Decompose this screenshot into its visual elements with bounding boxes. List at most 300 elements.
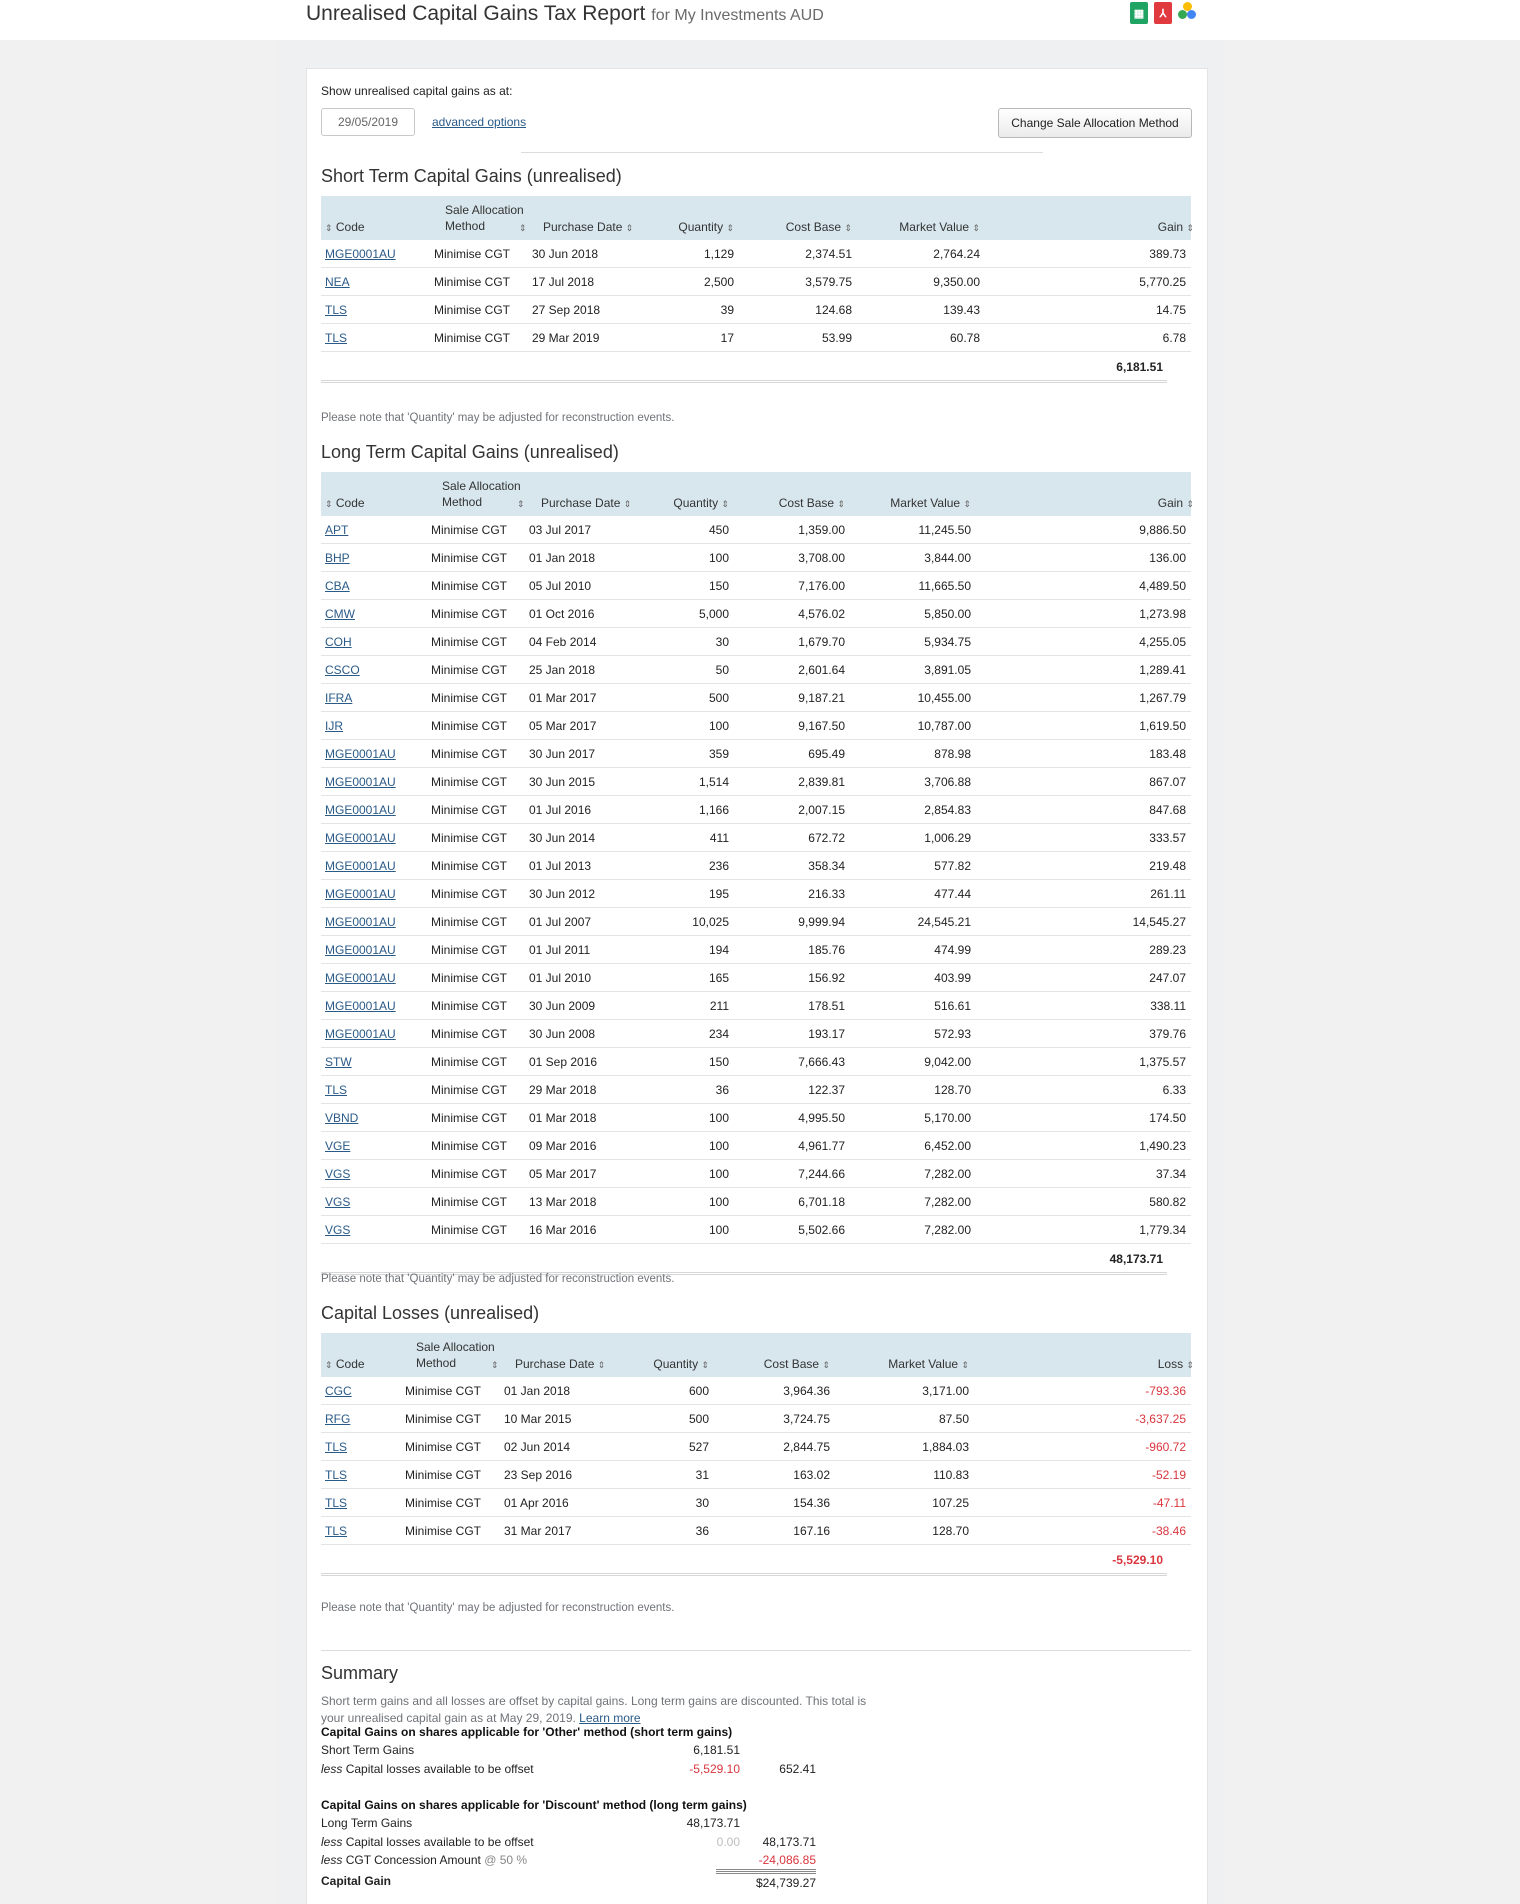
security-code-link[interactable]: VGS — [325, 1223, 351, 1237]
quantity: 30 — [695, 1496, 709, 1510]
quantity: 39 — [720, 303, 734, 317]
quantity: 150 — [708, 579, 729, 593]
sale-allocation-method: Minimise CGT — [431, 1027, 508, 1041]
quantity: 100 — [708, 719, 729, 733]
purchase-date: 01 Jul 2011 — [529, 943, 591, 957]
security-code-link[interactable]: TLS — [325, 1440, 348, 1454]
sort-code[interactable]: ⇕ Code — [325, 1357, 365, 1371]
table-row — [321, 1104, 1191, 1132]
sort-icon: ⇕ — [325, 223, 333, 233]
table-row — [321, 768, 1191, 796]
loss: -52.19 — [1151, 1468, 1186, 1482]
sort-code[interactable]: ⇕ Code — [325, 220, 365, 234]
sale-allocation-method: Minimise CGT — [434, 247, 511, 261]
table-row — [321, 1020, 1191, 1048]
security-code-link[interactable]: TLS — [325, 1468, 348, 1482]
gain: 289.23 — [1149, 943, 1186, 957]
gain: 219.48 — [1149, 859, 1186, 873]
long-term-title: Long Term Capital Gains (unrealised) — [321, 442, 619, 462]
gain: 183.48 — [1149, 747, 1186, 761]
quantity: 5,000 — [698, 607, 729, 621]
purchase-date: 09 Mar 2016 — [529, 1139, 597, 1153]
sale-allocation-method: Minimise CGT — [434, 331, 511, 345]
purchase-date: 30 Jun 2014 — [529, 831, 596, 845]
table-row — [321, 240, 1191, 268]
security-code-link[interactable]: VGS — [325, 1195, 351, 1209]
gain: 580.82 — [1149, 1195, 1186, 1209]
market-value: 3,706.88 — [924, 775, 971, 789]
market-value: 60.78 — [949, 331, 980, 345]
quantity: 194 — [708, 943, 729, 957]
security-code-link[interactable]: VGE — [325, 1139, 351, 1153]
sort-code[interactable]: ⇕ Code — [325, 496, 365, 510]
table-row — [321, 992, 1191, 1020]
sort-purchase-date[interactable]: Purchase Date ⇕ — [515, 1357, 606, 1371]
security-code-link[interactable]: BHP — [325, 551, 350, 565]
sort-icon: ⇕ — [972, 223, 980, 233]
cost-base: 216.33 — [808, 887, 845, 901]
security-code-link[interactable]: CMW — [325, 607, 355, 621]
quantity: 36 — [695, 1524, 709, 1538]
sale-allocation-method: Minimise CGT — [431, 859, 508, 873]
market-value: 3,844.00 — [924, 551, 971, 565]
sort-loss[interactable]: Loss ⇕ — [1157, 1357, 1194, 1371]
table-header — [321, 1333, 1194, 1377]
quantity: 36 — [715, 1083, 729, 1097]
sort-icon: ⇕ — [1186, 499, 1194, 509]
gain: 9,886.50 — [1139, 523, 1186, 537]
table-row — [321, 740, 1191, 768]
purchase-date: 01 Jul 2010 — [529, 971, 592, 985]
sale-allocation-method: Minimise CGT — [431, 607, 508, 621]
purchase-date: 05 Mar 2017 — [529, 719, 597, 733]
sort-quantity[interactable]: Quantity ⇕ — [673, 496, 729, 510]
market-value: 516.61 — [934, 999, 971, 1013]
cost-base: 1,679.70 — [798, 635, 845, 649]
sale-allocation-method: Minimise CGT — [405, 1440, 482, 1454]
security-code-link[interactable]: MGE0001AU — [325, 247, 396, 261]
sort-icon: ⇕ — [721, 499, 729, 509]
sale-allocation-method: Minimise CGT — [405, 1496, 482, 1510]
market-value: 7,282.00 — [924, 1167, 971, 1181]
purchase-date: 27 Sep 2018 — [532, 303, 601, 317]
gain: 1,375.57 — [1139, 1055, 1186, 1069]
divider — [321, 1650, 1191, 1651]
sort-cost-base[interactable]: Cost Base ⇕ — [785, 220, 852, 234]
page-title: Unrealised Capital Gains Tax Report for My Investments AUD — [306, 2, 824, 25]
sale-allocation-method: Minimise CGT — [431, 887, 508, 901]
table-row — [321, 1517, 1191, 1545]
purchase-date: 01 Apr 2016 — [504, 1496, 569, 1510]
cost-base: 53.99 — [821, 331, 852, 345]
sale-allocation-method: Minimise CGT — [431, 719, 508, 733]
as-at-date-input[interactable] — [321, 108, 415, 136]
concession-label: less CGT Concession Amount @ 50 % — [321, 1853, 528, 1867]
sale-allocation-method: Minimise CGT — [431, 971, 508, 985]
quantity: 236 — [708, 859, 729, 873]
market-value: 477.44 — [934, 887, 971, 901]
security-code-link[interactable]: TLS — [325, 1524, 348, 1538]
market-value: 3,891.05 — [924, 663, 971, 677]
table-row — [321, 268, 1191, 296]
sale-allocation-method: Minimise CGT — [431, 831, 508, 845]
sale-allocation-method: Minimise CGT — [431, 579, 508, 593]
cost-base: 3,579.75 — [805, 275, 852, 289]
quantity: 500 — [688, 1412, 709, 1426]
sort-icon: ⇕ — [963, 499, 971, 509]
quantity: 211 — [709, 999, 729, 1013]
cost-base: 672.72 — [808, 831, 845, 845]
table-row — [321, 964, 1191, 992]
gain: 174.50 — [1149, 1111, 1186, 1125]
security-code-link[interactable]: IFRA — [325, 691, 353, 705]
purchase-date: 30 Jun 2015 — [529, 775, 596, 789]
sale-allocation-method: Minimise CGT — [431, 551, 508, 565]
sort-icon[interactable]: ⇕ — [519, 223, 527, 233]
security-code-link[interactable]: MGE0001AU — [325, 775, 396, 789]
sort-sale-allocation-method[interactable]: Sale Allocation Method — [445, 203, 524, 233]
quantity: 150 — [708, 1055, 729, 1069]
export-icons — [1130, 2, 1196, 24]
sort-cost-base[interactable]: Cost Base ⇕ — [778, 496, 845, 510]
as-at-label: Show unrealised capital gains as at: — [321, 84, 513, 98]
purchase-date: 13 Mar 2018 — [529, 1195, 597, 1209]
purchase-date: 05 Mar 2017 — [529, 1167, 597, 1181]
quantity-note: Please note that 'Quantity' may be adjusted for reconstruction events. — [321, 1273, 675, 1285]
short-losses-offset-value: -5,529.10 — [689, 1762, 740, 1776]
total-row — [321, 1244, 1167, 1275]
sort-sale-allocation-method[interactable]: Sale Allocation Method — [416, 1340, 495, 1370]
sale-allocation-method: Minimise CGT — [431, 775, 508, 789]
table-row — [321, 1433, 1191, 1461]
market-value: 7,282.00 — [924, 1195, 971, 1209]
security-code-link[interactable]: COH — [325, 635, 352, 649]
capital-losses-table — [321, 1333, 1194, 1576]
quantity: 100 — [708, 551, 729, 565]
gain: 1,267.79 — [1139, 691, 1186, 705]
gain: 1,490.23 — [1139, 1139, 1186, 1153]
sale-allocation-method: Minimise CGT — [434, 303, 511, 317]
sort-market-value[interactable]: Market Value ⇕ — [888, 1357, 969, 1371]
quantity: 10,025 — [692, 915, 729, 929]
sale-allocation-method: Minimise CGT — [431, 915, 508, 929]
market-value: 3,171.00 — [922, 1384, 969, 1398]
market-value: 5,850.00 — [924, 607, 971, 621]
cost-base: 9,999.94 — [798, 915, 845, 929]
quantity: 17 — [720, 331, 734, 345]
summary-title: Summary — [321, 1663, 399, 1683]
sort-quantity[interactable]: Quantity ⇕ — [678, 220, 734, 234]
market-value: 110.83 — [933, 1468, 969, 1482]
market-value: 10,455.00 — [917, 691, 971, 705]
purchase-date: 01 Jan 2018 — [504, 1384, 571, 1398]
cost-base: 163.02 — [793, 1468, 830, 1482]
security-code-link[interactable]: CBA — [325, 579, 350, 593]
table-row — [321, 796, 1191, 824]
purchase-date: 31 Mar 2017 — [504, 1524, 572, 1538]
table-row — [321, 908, 1191, 936]
table-row — [321, 1076, 1191, 1104]
market-value: 572.93 — [934, 1027, 971, 1041]
total-row — [321, 1545, 1167, 1576]
page-subtitle: for My Investments AUD — [651, 7, 824, 24]
cost-base: 3,724.75 — [783, 1412, 830, 1426]
market-value: 403.99 — [934, 971, 971, 985]
market-value: 878.98 — [934, 747, 971, 761]
quantity: 31 — [695, 1468, 709, 1482]
short-net-value: 652.41 — [779, 1762, 816, 1776]
spreadsheet-icon[interactable]: ▦ — [1130, 2, 1148, 24]
quantity: 1,166 — [698, 803, 729, 817]
table-row — [321, 544, 1191, 572]
table-row — [321, 572, 1191, 600]
gain: 136.00 — [1149, 551, 1186, 565]
cost-base: 5,502.66 — [798, 1223, 845, 1237]
security-code-link[interactable]: TLS — [325, 303, 348, 317]
market-value: 87.50 — [938, 1412, 969, 1426]
security-code-link[interactable]: TLS — [325, 1083, 348, 1097]
sale-allocation-method: Minimise CGT — [431, 1139, 508, 1153]
quantity: 527 — [688, 1440, 709, 1454]
table-row — [321, 1377, 1191, 1405]
security-code-link[interactable]: RFG — [325, 1412, 351, 1426]
concession-value: -24,086.85 — [716, 1853, 816, 1870]
total-row — [321, 352, 1167, 383]
short-term-title: Short Term Capital Gains (unrealised) — [321, 166, 622, 186]
sale-allocation-method: Minimise CGT — [431, 1195, 508, 1209]
market-value: 2,764.24 — [933, 247, 980, 261]
summary-description: Short term gains and all losses are offset by capital gains. Long term gains are discounted. This total is your unrealised capital gain as at May 29, 2019. Learn more — [321, 1694, 867, 1725]
gain: 847.68 — [1149, 803, 1186, 817]
security-code-link[interactable]: MGE0001AU — [325, 803, 396, 817]
table-row — [321, 1188, 1191, 1216]
sort-icon: ⇕ — [822, 1360, 830, 1370]
purchase-date: 16 Mar 2016 — [529, 1223, 597, 1237]
security-code-link[interactable]: MGE0001AU — [325, 943, 396, 957]
security-code-link[interactable]: MGE0001AU — [325, 915, 396, 929]
quantity: 100 — [708, 1195, 729, 1209]
sale-allocation-method: Minimise CGT — [431, 1083, 508, 1097]
security-code-link[interactable]: MGE0001AU — [325, 859, 396, 873]
table-row — [321, 936, 1191, 964]
quantity: 2,500 — [703, 275, 734, 289]
total-loss: -5,529.10 — [1112, 1553, 1163, 1567]
capital-gain-value: $24,739.27 — [716, 1871, 816, 1890]
gain: 6.33 — [1162, 1083, 1186, 1097]
security-code-link[interactable]: APT — [325, 523, 349, 537]
table-header — [321, 196, 1194, 240]
market-value: 139.43 — [943, 303, 980, 317]
total-gain: 48,173.71 — [1109, 1252, 1163, 1266]
sort-icon: ⇕ — [961, 1360, 969, 1370]
sale-allocation-method: Minimise CGT — [434, 275, 511, 289]
cost-base: 154.36 — [793, 1496, 830, 1510]
sort-icon[interactable]: ⇕ — [517, 499, 525, 509]
page-header — [0, 0, 1520, 40]
security-code-link[interactable]: MGE0001AU — [325, 831, 396, 845]
cost-base: 167.16 — [793, 1524, 830, 1538]
cost-base: 124.68 — [815, 303, 852, 317]
pdf-icon[interactable]: ⅄ — [1154, 2, 1172, 24]
purchase-date: 23 Sep 2016 — [504, 1468, 573, 1482]
quantity: 100 — [708, 1111, 729, 1125]
long-net-value: 48,173.71 — [762, 1835, 816, 1849]
gain: 379.76 — [1149, 1027, 1186, 1041]
sale-allocation-method: Minimise CGT — [405, 1412, 482, 1426]
short-term-gains-value: 6,181.51 — [693, 1743, 740, 1757]
table-row — [321, 880, 1191, 908]
gain: 4,255.05 — [1139, 635, 1186, 649]
quantity: 359 — [708, 747, 729, 761]
cost-base: 1,359.00 — [798, 523, 845, 537]
change-sale-allocation-button[interactable]: Change Sale Allocation Method — [998, 108, 1192, 138]
long-term-table — [321, 472, 1194, 1275]
purchase-date: 25 Jan 2018 — [529, 663, 596, 677]
sort-market-value[interactable]: Market Value ⇕ — [899, 220, 980, 234]
security-code-link[interactable]: MGE0001AU — [325, 999, 396, 1013]
quantity: 100 — [708, 1167, 729, 1181]
sort-icon: ⇕ — [325, 499, 333, 509]
quantity: 30 — [715, 635, 729, 649]
table-row — [321, 712, 1191, 740]
security-code-link[interactable]: MGE0001AU — [325, 747, 396, 761]
gain: 1,779.34 — [1139, 1223, 1186, 1237]
sale-allocation-method: Minimise CGT — [431, 803, 508, 817]
purchase-date: 30 Jun 2009 — [529, 999, 596, 1013]
quantity: 195 — [708, 887, 729, 901]
table-row — [321, 684, 1191, 712]
purchase-date: 01 Oct 2016 — [529, 607, 595, 621]
table-row — [321, 1405, 1191, 1433]
divider — [521, 152, 1043, 153]
cost-base: 7,666.43 — [798, 1055, 845, 1069]
purchase-date: 17 Jul 2018 — [532, 275, 595, 289]
cost-base: 2,007.15 — [798, 803, 845, 817]
cost-base: 4,576.02 — [798, 607, 845, 621]
quantity: 1,129 — [703, 247, 734, 261]
sort-purchase-date[interactable]: Purchase Date ⇕ — [541, 496, 632, 510]
sort-sale-allocation-method[interactable]: Sale Allocation Method — [442, 479, 521, 509]
security-code-link[interactable]: TLS — [325, 1496, 348, 1510]
sale-allocation-method: Minimise CGT — [431, 691, 508, 705]
sale-allocation-method: Minimise CGT — [431, 999, 508, 1013]
cost-base: 6,701.18 — [798, 1195, 845, 1209]
sort-icon[interactable]: ⇕ — [491, 1360, 499, 1370]
table-row — [321, 1461, 1191, 1489]
security-code-link[interactable]: TLS — [325, 331, 348, 345]
learn-more-link[interactable]: Learn more — [579, 1711, 641, 1725]
sort-gain[interactable]: Gain ⇕ — [1157, 496, 1194, 510]
google-drive-icon[interactable] — [1178, 2, 1196, 20]
market-value: 128.70 — [932, 1524, 969, 1538]
purchase-date: 01 Jan 2018 — [529, 551, 596, 565]
purchase-date: 03 Jul 2017 — [529, 523, 592, 537]
sort-purchase-date[interactable]: Purchase Date ⇕ — [543, 220, 634, 234]
long-term-gains-label: Long Term Gains — [321, 1816, 413, 1830]
security-code-link[interactable]: NEA — [325, 275, 350, 289]
sort-icon: ⇕ — [726, 223, 734, 233]
gain: 247.07 — [1149, 971, 1186, 985]
purchase-date: 01 Jul 2007 — [529, 915, 592, 929]
purchase-date: 30 Jun 2018 — [532, 247, 599, 261]
quantity: 600 — [688, 1384, 709, 1398]
gain: 1,289.41 — [1139, 663, 1186, 677]
loss: -793.36 — [1145, 1384, 1186, 1398]
discount-method-heading: Capital Gains on shares applicable for 'Discount' method (long term gains) — [321, 1798, 747, 1812]
sale-allocation-method: Minimise CGT — [431, 1223, 508, 1237]
security-code-link[interactable]: VBND — [325, 1111, 359, 1125]
security-code-link[interactable]: CSCO — [325, 663, 360, 677]
sort-market-value[interactable]: Market Value ⇕ — [890, 496, 971, 510]
security-code-link[interactable]: STW — [325, 1055, 352, 1069]
security-code-link[interactable]: VGS — [325, 1167, 351, 1181]
sort-gain[interactable]: Gain ⇕ — [1157, 220, 1194, 234]
cost-base: 3,964.36 — [783, 1384, 830, 1398]
gain: 867.07 — [1149, 775, 1186, 789]
security-code-link[interactable]: MGE0001AU — [325, 1027, 396, 1041]
quantity: 500 — [708, 691, 729, 705]
gain: 37.34 — [1155, 1167, 1186, 1181]
table-row — [321, 1048, 1191, 1076]
market-value: 9,042.00 — [924, 1055, 971, 1069]
purchase-date: 01 Jul 2016 — [529, 803, 592, 817]
loss: -960.72 — [1145, 1440, 1186, 1454]
sort-quantity[interactable]: Quantity ⇕ — [653, 1357, 709, 1371]
security-code-link[interactable]: IJR — [325, 719, 343, 733]
cost-base: 3,708.00 — [798, 551, 845, 565]
sale-allocation-method: Minimise CGT — [431, 747, 508, 761]
market-value: 1,006.29 — [924, 831, 971, 845]
total-gain: 6,181.51 — [1116, 360, 1163, 374]
cost-base: 122.37 — [808, 1083, 845, 1097]
purchase-date: 29 Mar 2019 — [532, 331, 600, 345]
gain: 5,770.25 — [1139, 275, 1186, 289]
long-term-gains-value: 48,173.71 — [686, 1816, 740, 1830]
sale-allocation-method: Minimise CGT — [431, 1055, 508, 1069]
cost-base: 185.76 — [808, 943, 845, 957]
sort-icon: ⇕ — [701, 1360, 709, 1370]
security-code-link[interactable]: CGC — [325, 1384, 352, 1398]
short-losses-offset-label: less Capital losses available to be offset — [321, 1762, 534, 1776]
security-code-link[interactable]: MGE0001AU — [325, 971, 396, 985]
table-header — [321, 472, 1194, 516]
purchase-date: 02 Jun 2014 — [504, 1440, 571, 1454]
table-row — [321, 1160, 1191, 1188]
market-value: 7,282.00 — [924, 1223, 971, 1237]
cost-base: 2,374.51 — [805, 247, 852, 261]
purchase-date: 05 Jul 2010 — [529, 579, 592, 593]
advanced-options-link[interactable]: advanced options — [432, 115, 527, 129]
sort-cost-base[interactable]: Cost Base ⇕ — [763, 1357, 830, 1371]
cost-base: 193.17 — [808, 1027, 845, 1041]
quantity: 100 — [708, 1139, 729, 1153]
cost-base: 4,961.77 — [798, 1139, 845, 1153]
purchase-date: 29 Mar 2018 — [529, 1083, 597, 1097]
security-code-link[interactable]: MGE0001AU — [325, 887, 396, 901]
capital-losses-title: Capital Losses (unrealised) — [321, 1303, 540, 1323]
quantity: 100 — [708, 1223, 729, 1237]
short-term-table — [321, 196, 1194, 383]
market-value: 5,170.00 — [924, 1111, 971, 1125]
table-row — [321, 296, 1191, 324]
cost-base: 7,244.66 — [798, 1167, 845, 1181]
purchase-date: 01 Jul 2013 — [529, 859, 592, 873]
gain: 1,273.98 — [1139, 607, 1186, 621]
quantity-note: Please note that 'Quantity' may be adjusted for reconstruction events. — [321, 412, 675, 424]
purchase-date: 10 Mar 2015 — [504, 1412, 572, 1426]
cost-base: 178.51 — [808, 999, 845, 1013]
sale-allocation-method: Minimise CGT — [405, 1468, 482, 1482]
